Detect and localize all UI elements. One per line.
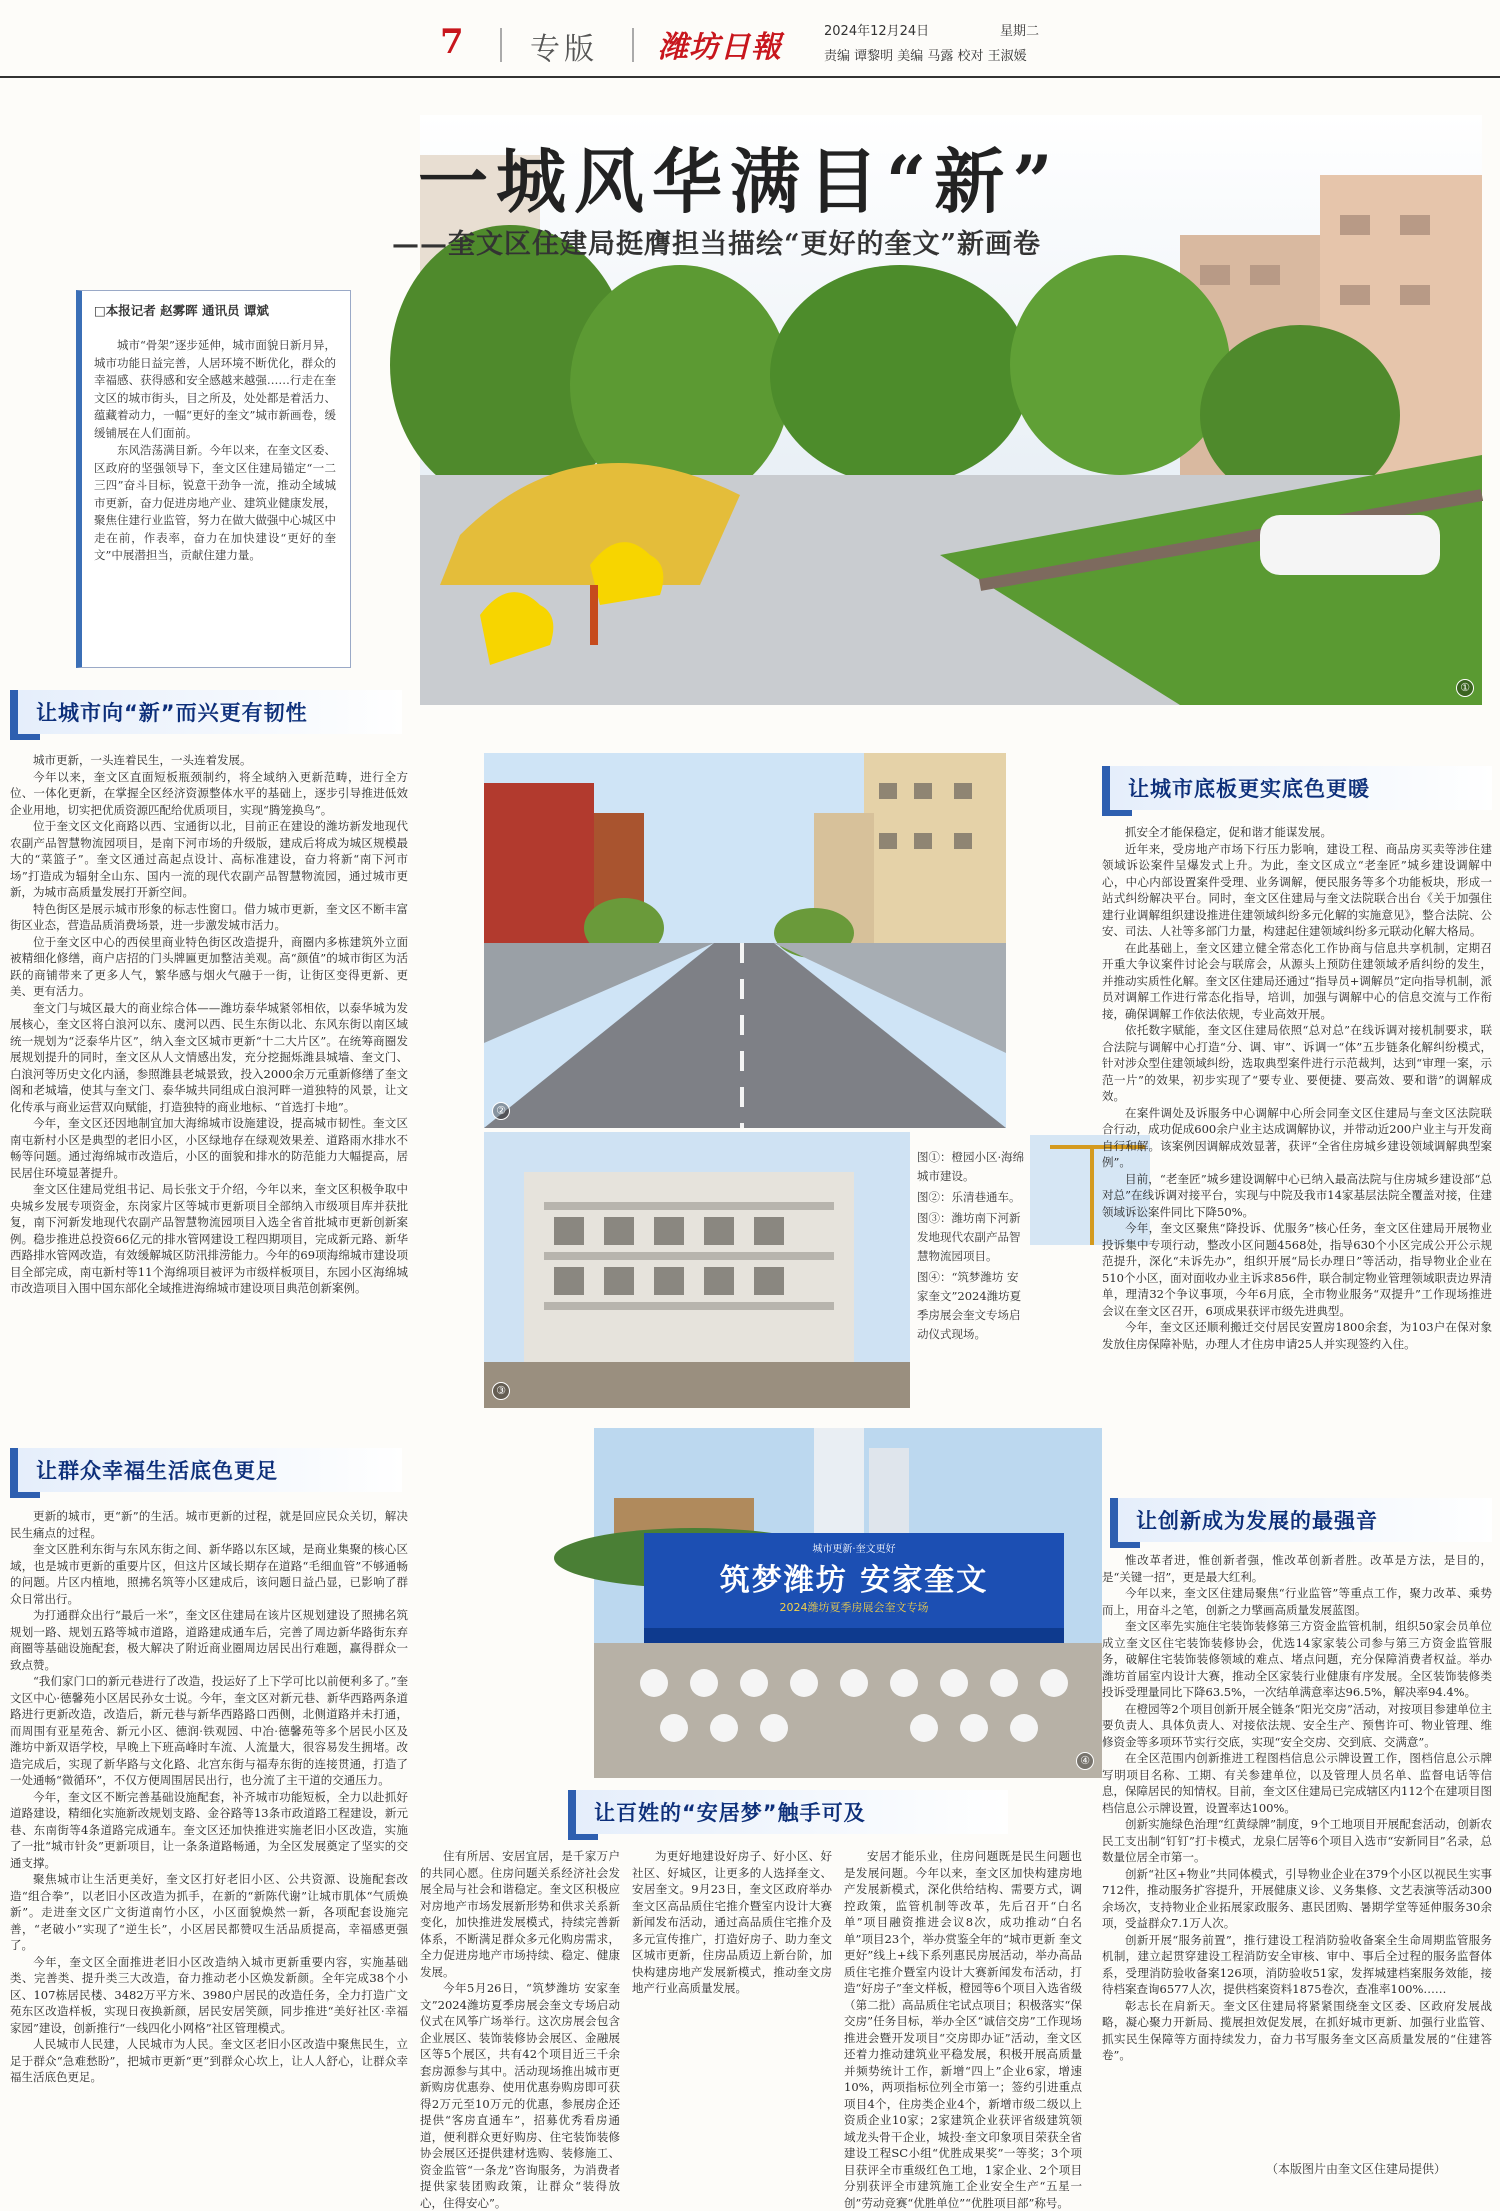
banner-line: 2024潍坊夏季房展会奎文专场 [779,1601,929,1614]
divider [500,28,502,62]
section-3-body-col3 [844,1848,1082,2211]
body-paragraph: 为打通群众出行“最后一米”，奎文区住建局在该片区规划建设了照拂名筑规划一路、规划五路等城市道路，道路建成通车后，完善了周边新华路街东弃商圈等基础设施配套，极大解决了附近商业圈周边居民出行难题，赢得群众一致点赞。 [10,1608,408,1672]
body-paragraph: 依托数字赋能，奎文区住建局依照“总对总”在线诉调对接机制要求，联合法院与调解中心打造“分、调、审”、诉调一“体”五步链条化解纠纷模式，针对涉众型住建领域纠纷，选取典型案件进行示范裁判，达到“审理一案，示范一片”的效果，初步实现了“要专业、要便捷、要高效、要和谐”的调解成效。 [1102,1023,1492,1103]
body-paragraph: 安居才能乐业，住房问题既是民生问题也是发展问题。今年以来，奎文区加快构建房地产发展新模式，深化供给结构、需要方式，调控政策，监管机制等改革，先后召开“白名单”项目融资推进会议8次，成功推动“白名单”项目23个，举办赏鉴全年的“城市更新 奎文更好”线上+线下系列惠民房展活动，举办高品质住宅推介暨室内设计大赛新闻发布活动，打造“好房子”奎文样板，橙园等6个项目入选省级（第二批）高品质住宅试点项目；积极落实“保交房”任务目标，举办全区“诚信交房”工作现场推进会暨开发项目“交房即办证”活动，奎文区还着力推动建筑业平稳发展，积极开展高质量并频势统计工作，新增“四上”企业6家，增速10%，两项指标位列全市第一；签约引进重点项目4个，住房类企业4个，新增市级二级以上资质企业10家；2家建筑企业获评省级建筑领域龙头骨干企业，城投·奎文印象项目荣获全省建设工程SC小组“优胜成果奖”一等奖；3个项目获评全市重级红色工地，1家企业、2个项目分别获评全市建筑施工企业安全生产“五星一创”劳动竞赛“优胜单位”“优胜项目部”称号。 [844,1849,1082,2210]
section-heading-housing [568,1790,1008,1834]
body-paragraph: 在全区范围内创新推进工程图档信息公示牌设置工作，图档信息公示牌写明项目名称、工期、有关参建单位，以及管理人员名单、监督电话等信息，保障居民的知情权。目前，奎文区住建局已完成辖区内112个在建项目图档信息公示牌设置，设置率达100%。 [1102,1751,1492,1815]
section-heading-livelihood [10,1448,402,1492]
body-paragraph: 在此基础上，奎文区建立健全常态化工作协商与信息共享机制，定期召开重大争议案件讨论会与联席会，从源头上预防住建领域矛盾纠纷的发生，并推动实质性化解。奎文区住建局还通过“指导员+调解员”定向指导机制，派员对调解工作进行常态化指导，培训，加强与调解中心的信息交流与工作衔接，确保调解工作依法依规，专业高效开展。 [1102,940,1492,1021]
body-paragraph: 在橙园等2个项目创新开展全链条“阳光交房”活动，对按项目参建单位主要负责人、具体负责人、对接依法规、安全生产、预售许可、物业管理、维修资金等多项环节实行交底，实现“安全交房、交到底、交满意”。 [1102,1701,1492,1749]
section-5-body [1102,1552,1492,2064]
photo-2-road [484,753,1006,1128]
body-paragraph: 奎文区胜利东街与东风东街之间、新华路以东区域，是商业集聚的核心区域，也是城市更新的重要片区，但这片区域长期存在道路“毛细血管”不够通畅的问题。片区内植地，照拂名筑等小区建成后，该问题日益凸显，已影响了群众日常出行。 [10,1542,408,1606]
body-paragraph: “我们家门口的新元巷进行了改造，投运好了上下学可比以前便利多了。”奎文区中心·德馨苑小区居民孙女士说。今年，奎文区对新元巷、新华西路两条道路进行更新改造，改造后，新元巷与新华西路路口西侧，北侧道路并未打通，而周围有亚星苑舍、新元小区、德润·铁观园、中冶·德馨苑等多个居民小区及潍坊中新双语学校，早晚上下班高峰时车流、人流量大，很容易发生拥堵。改造完成后，实现了新华路与文化路、北宫东街与福寿东街的连接贯通，打造了一处通畅“微循环”，不仅方便周围居民出行，也分流了主干道的交通压力。 [10,1674,408,1787]
intro-box [76,290,351,668]
section-3-body-col2 [632,1848,832,1997]
body-paragraph: 在案件调处及诉服务中心调解中心所会同奎文区住建局与奎文区法院联合行动，成功促成600余户业主达成调解协议，并带动近200户业主与开发商自行和解。该案例因调解成效显著，获评“全省住房城乡建设领域调解典型案例”。 [1102,1105,1492,1169]
body-paragraph: 为更好地建设好房子、好小区、好社区、好城区，让更多的人选择奎文、安居奎文。9月23日，奎文区政府举办奎文区高品质住宅推介暨室内设计大赛新闻发布活动，通过高品质住宅推介及多元宣传推广，打造好房子、助力奎文区城市更新，住房品质迈上新台阶，加快构建房地产发展新模式，推动奎文房地产行业高质量发展。 [632,1849,832,1995]
issue-date: 2024年12月24日 [824,24,930,39]
caption: 图②：乐清巷通车。 [917,1190,1021,1204]
body-paragraph: 彰志长在肩新天。奎文区住建局将紧紧围绕奎文区委、区政府发展战略，凝心聚力开新局、揽展担效促发展，在抓好城市更新、加强行业监管、抓实民生保障等方面持续发力，奋力书写服务奎文区高质量发展的“住建答卷”。 [1102,1998,1492,2062]
body-paragraph: 奎文区率先实施住宅装饰装修第三方资金监管机制，组织50家会员单位成立奎文区住宅装饰装修协会，优选14家家装公司参与第三方资金监管服务，破解住宅装饰装修领域的难点、堵点问题，充分保障消费者权益。举办潍坊首届室内设计大赛，推动全区家装行业健康有序发展。全区装饰装修类投诉受理量同比下降63.5%，一次结单满意率达96.5%，解决率94.4%。 [1102,1619,1492,1699]
body-paragraph: 近年来，受房地产市场下行压力影响，建设工程、商品房买卖等涉住建领域诉讼案件呈爆发式上升。为此，奎文区成立“老奎匠”城乡建设调解中心，中心内部设置案件受理、业务调解，便民服务等多个功能板块，形成一站式纠纷解决平台。同时，奎文区住建局与奎文法院联合出台《关于加强住建行业调解组织建设推进住建领域纠纷多元化解的实施意见》，整合法院、公安、司法、人社等多部门力量，构建起住建领域纠纷多元联动化解大格局。 [1102,841,1492,938]
photo-3-construction [484,1132,910,1408]
photo-number-badge: ③ [492,1382,510,1400]
body-paragraph: 创新开展“服务前置”，推行建设工程消防验收备案全生命周期监管服务机制，建立起贯穿建设工程消防安全审核、审中、事后全过程的服务监督体系，受理消防验收备案126项，消防验收51家，发挥城建档案服务效能，接待档案查询6577人次，提供档案资料1875卷次，查准率100%…… [1102,1932,1492,1996]
photo-4-house-expo [594,1428,1102,1778]
paper-logo: 潍坊日報 [658,30,782,65]
section-2-body [10,1508,408,2086]
expo-banner [664,1540,1044,1615]
body-paragraph: 今年，奎文区不断完善基础设施配套，补齐城市功能短板，全力以赴抓好道路建设，精细化实施新改规划支路、金谷路等13条市政道路工程建设，新元巷、东南街等4条道路完成通车。奎文区还加快推进实施老旧小区改造，实施了一批“城市针灸”更新项目，让一条条道路畅通，为全区发展奠定了坚实的交通支撑。 [10,1789,408,1870]
body-paragraph: 位于奎文区文化商路以西、宝通街以北，目前正在建设的潍坊新发地现代农副产品智慧物流园项目，是南下河市场的升级版，建成后将成为城区规模最大的“菜篮子”。奎文区通过高起点设计、高标准建设，奋力将新“南下河市场”打造成为辐射全山东、国内一流的现代农副产品智慧物流园，通过城市更新，为城市高质量发展打开新空间。 [10,819,408,899]
body-paragraph: 抓安全才能保稳定，促和谐才能谋发展。 [1125,825,1332,839]
subheadline: ——奎文区住建局挺膺担当描绘“更好的奎文”新画卷 [392,229,1042,260]
caption: 图④：“筑梦潍坊 安家奎文”2024潍坊夏季房展会奎文专场启动仪式现场。 [917,1270,1022,1341]
body-paragraph: 创新实施绿色治理“红黄绿牌”制度，9个工地项目开展配套活动，创新农民工支出制“钉钉”打卡模式，龙泉仁居等6个项目入选市“安新同目”名录，总数量位居全市第一。 [1102,1817,1492,1864]
section-1-body [10,752,408,1297]
photo-number-badge: ④ [1076,1752,1094,1770]
photo-number-badge: ① [1456,679,1474,697]
body-paragraph: 目前，“老奎匠”城乡建设调解中心已纳入最高法院与住房城乡建设部“总对总”在线诉调对接平台，实现与中院及我市14家基层法院全覆盖对接，住建领域诉讼案件同比下降50%。 [1102,1171,1492,1219]
section-heading-text: 让群众幸福生活底色更足 [36,1459,278,1483]
body-paragraph: 今年5月26日，“筑梦潍坊 安家奎文”2024潍坊夏季房展会奎文专场启动仪式在风筝广场举行。这次房展会包含企业展区、装饰装修协会展区、金融展区等5个展区，共有42个项目近三千余套房源参与其中。活动现场推出城市更新购房优惠券、使用优惠券购房即可获得2万元至10万元的优惠，参展房企还提供“客房直通车”，招募优秀看房通道，便利群众更好购房、住宅装饰装修协会展区还提供建材选购、装修施工、资金监管“一条龙”咨询服务，为消费者提供家装团购政策，让群众“装得放心，住得安心”。 [420,1981,620,2210]
section-heading-city-renewal [10,690,402,734]
body-paragraph: 今年，奎文区全面推进老旧小区改造纳入城市更新重要内容，实施基础类、完善类、提升类三大改造，奋力推动老小区焕发新颜。全年完成38个小区、107栋居民楼、3482万平方米、3980户居民的改造任务，全力打造广文苑东区改造样板，实现日夜换新颜，居民安居笑颜，同步推进“美好社区·幸福家园”建设，创新推行“一线四化小网格”社区管理模式。 [10,1954,408,2035]
section-4-body [1102,824,1492,1352]
body-paragraph: 今年，奎文区还因地制宜加大海绵城市设施建设，提高城市韧性。奎文区南屯新村小区是典型的老旧小区，小区绿地存在绿观效果差、道路雨水排水不畅等问题。通过海绵城市改造后，小区的面貌和排水的防范能力大幅提高，居民居住环境显著提升。 [10,1116,408,1180]
section-heading-innovation [1110,1498,1492,1542]
body-paragraph: 奎文区住建局党组书记、局长张文于介绍，今年以来，奎文区积极争取中央城乡发展专项资金，东岗家片区等城市更新项目全部纳入市级项目库并获批复，南下河新发地现代农副产品智慧物流园项目入选全省首批城市更新创新案例。稳步推进总投资66亿元的排水管网建设工程四期项目，完成新元路、新华西路排水管网改造，有效缓解城区防汛排涝能力。今年的69项海绵城市建设项目全部完成，南屯新村等11个海绵项目被评为市级样板项目，东园小区海绵城市改造项目入围中国东部化全域推进海绵城市建设项目典范创新案例。 [10,1182,408,1295]
banner-line: 城市更新·奎文更好 [812,1544,896,1555]
byline: □本报记者 赵雾晖 通讯员 谭斌 [94,303,269,318]
body-paragraph: 住有所居、安居宜居，是千家万户的共同心愿。住房问题关系经济社会发展全局与社会和谐稳定。奎文区积极应对房地产市场发展新形势和供求关系新变化，加快推进发展模式，持续完善新体系，不断满足群众多元化购房需求，全力促进房地产市场持续、稳定、健康发展。 [420,1849,620,1979]
body-paragraph: 奎文门与城区最大的商业综合体——潍坊泰华城紧邻相依，以泰华城为发展核心，奎文区将白浪河以东、虞河以西、民生东街以北、东风东街以南区域统一规划为“泛泰华片区”，纳入奎文区城市更新“十二大片区”。在统筹商圈发展规划提升的同时，奎文区从人文情感出发，充分挖掘烁潍县城墙、奎文门、白浪河等历史文化内涵，参照潍县老城景致，投入2000余万元重新修缮了奎文阁和老城墙，使其与奎文门、泰华城共同组成白浪河畔一道独特的风景，让文化传承与商业运营双向赋能，打造独特的商业地标、“首选打卡地”。 [10,1000,408,1114]
section-heading-text: 让创新成为发展的最强音 [1136,1509,1378,1533]
photo-captions [917,1148,1025,1346]
section-heading-text: 让城市向“新”而兴更有韧性 [36,701,308,725]
section-heading-text: 让百姓的“安居梦”触手可及 [594,1801,866,1825]
section-heading-text: 让城市底板更实底色更暖 [1128,777,1370,801]
intro-paragraph: 城市“骨架”逐步延伸，城市面貌日新月异，城市功能日益完善，人居环境不断优化，群众的幸福感、获得感和安全感越来越强……行走在奎文区的城市街头，目之所及，处处都是着活力、蕴藏着动力，一幅“更好的奎文”城市新画卷，缓缓铺展在人们面前。 [94,338,336,440]
divider [632,28,634,62]
body-paragraph: 创新“社区+物业”共同体模式，引导物业企业在379个小区以视民生实事712件，推动服务扩容提升，开展健康义诊、义务集修、文艺表演等活动300余场次，支持物业企业拓展家政服务、惠民团购、暑期学堂等延伸服务30余项，受益群众7.1万人次。 [1102,1866,1492,1930]
masthead [0,0,1500,78]
section-name: 专版 [530,32,598,67]
photo-number-badge: ② [492,1102,510,1120]
caption: 图①：橙园小区·海绵城市建设。 [917,1150,1025,1183]
body-paragraph: 特色街区是展示城市形象的标志性窗口。借力城市更新，奎文区不断丰富街区业态，营造品质消费场景，进一步激发城市活力。 [10,901,408,932]
body-paragraph: 城市更新，一头连着民生，一头连着发展。 [33,753,252,767]
issue-weekday: 星期二 [1000,24,1040,39]
body-paragraph: 位于奎文区中心的西侯里商业特色街区改造提升，商圈内多栋建筑外立面被精细化修缮，商户店招的门头牌匾更加整洁美观。高“颜值”的城市街区为活跃的商铺带来了更多人气，繁华感与烟火气融于一街，让街区变得更新、更美、更有活力。 [10,934,408,998]
body-paragraph: 惟改革者进，惟创新者强，惟改革创新者胜。改革是方法，是目的，是“关键一招”，更是最大红利。 [1102,1553,1492,1584]
intro-paragraph: 东风浩荡满目新。今年以来，在奎文区委、区政府的坚强领导下，奎文区住建局锚定“一二三四”奋斗目标，锐意干劲争一流，推动全域城市更新，奋力促进房地产业、建筑业健康发展，聚焦住建行业监管，努力在做大做强中心城区中走在前，作表率，奋力在加快建设“更好的奎文”中展潜担当，贡献住建力量。 [94,443,336,562]
body-paragraph: 今年以来，奎文区直面短板瓶颈制约，将全域纳入更新范畴，进行全方位、一体化更新，在掌握全区经济资源整体水平的基础上，逐步引导推进低效企业用地，切实把优质资源匹配给优质项目，实现“腾笼换鸟”。 [10,769,408,817]
body-paragraph: 今年以来，奎文区住建局聚焦“行业监管”等重点工作，聚力改革、乘势而上，用奋斗之笔，创新之力擘画高质量发展蓝图。 [1102,1586,1492,1617]
headline: 一城风华满目“新” [418,140,1061,223]
editor-credits: 责编 谭黎明 美编 马露 校对 王淑媛 [824,49,1027,64]
page-number: 7 [440,22,464,62]
body-paragraph: 人民城市人民建，人民城市为人民。奎文区老旧小区改造中聚焦民生，立足于群众“急难愁盼”，把城市更新“更”到群众心坎上，让人人舒心，让群众幸福生活底色更足。 [10,2037,408,2084]
body-paragraph: 更新的城市，更“新”的生活。城市更新的过程，就是回应民众关切，解决民生痛点的过程。 [10,1509,408,1540]
section-heading-city-foundation [1102,766,1492,810]
photo-credit: （本版图片由奎文区住建局提供） [1266,2162,1447,2176]
section-3-body-col1 [420,1848,620,2211]
caption: 图③：潍坊南下河新发地现代农副产品智慧物流园项目。 [917,1211,1021,1263]
body-paragraph: 聚焦城市让生活更美好，奎文区打好老旧小区、公共资源、设施配套改造“组合拳”，以老旧小区改造为抓手，在新的“新陈代谢”让城市肌体“气质焕新”。走进奎文区广文街道南竹小区，小区面貌焕然一新，各项配套设施完善，“老破小”实现了“逆生长”，小区居民都赞叹生活品质提高，幸福感更强了。 [10,1872,408,1952]
body-paragraph: 今年，奎文区还顺利搬迁交付居民安置房1800余套，为103户在保对象发放住房保障补贴，办理人才住房申请25人并实现签约入住。 [1102,1320,1492,1351]
banner-title: 筑梦潍坊 安家奎文 [719,1563,989,1598]
body-paragraph: 今年，奎文区聚焦“降投诉、优服务”核心任务，奎文区住建局开展物业投诉集中专项行动，整改小区问题4568处，指导630个小区完成公开公示规范提升，深化“未诉先办”，组织开展“局长办理日”等活动，指导物业企业在510个小区，面对面收办业主诉求856件，联合制定物业管理领域职责边界清单，理清32个争议事项，今年6月底，全市物业服务“双提升”工作现场推进会议在奎文区召开，6项成果获评市级先进典型。 [1102,1221,1492,1318]
